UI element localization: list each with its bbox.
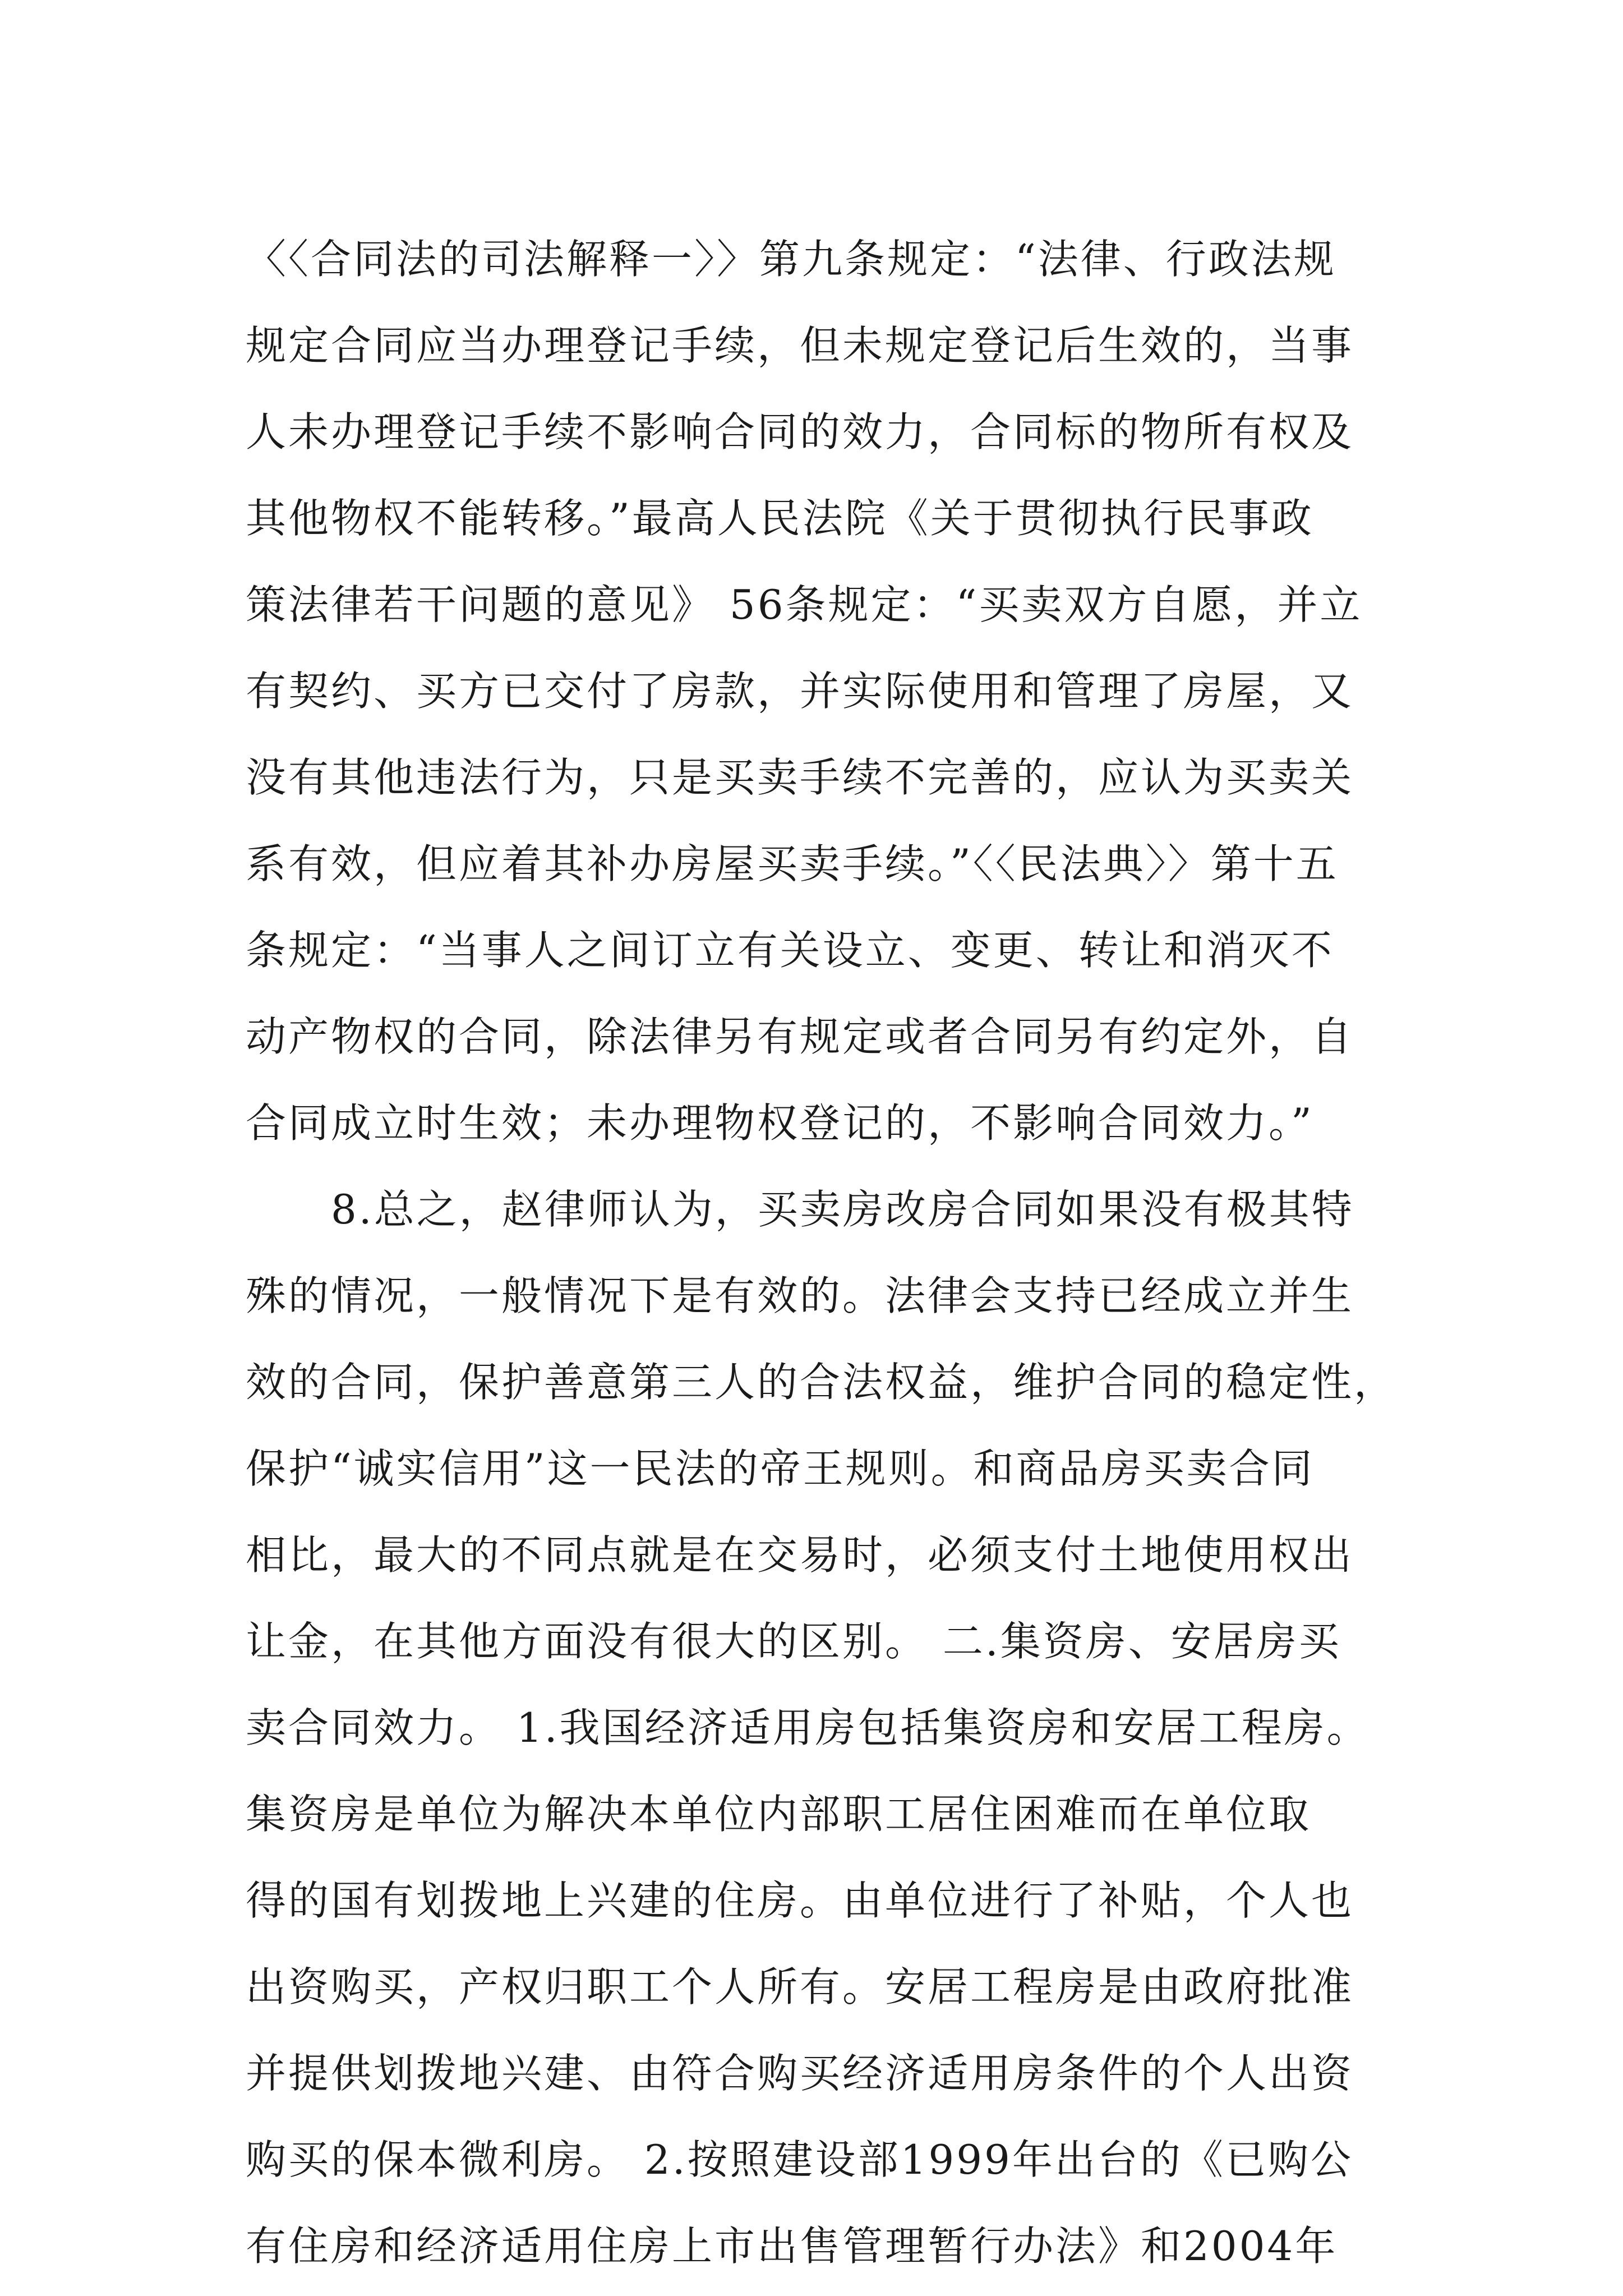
text-line: 〈〈合同法的司法解释一〉〉第九条规定：“法律、行政法规 xyxy=(246,236,1336,283)
text-line: 得的国有划拨地上兴建的住房。由单位进行了补贴，个人也 xyxy=(246,1877,1354,1924)
text-line: 有契约、买方已交付了房款，并实际使用和管理了房屋，又 xyxy=(246,668,1354,715)
paragraph-start-line: 8.总之，赵律师认为，买卖房改房合同如果没有极其特 xyxy=(331,1186,1354,1233)
text-line: 让金，在其他方面没有很大的区别。 二.集资房、安居房买 xyxy=(246,1618,1341,1665)
text-line: 集资房是单位为解决本单位内部职工居住困难而在单位取 xyxy=(246,1791,1312,1838)
text-line: 出资购买，产权归职工个人所有。安居工程房是由政府批准 xyxy=(246,1963,1354,2010)
text-line: 其他物权不能转移。”最高人民法院《关于贯彻执行民事政 xyxy=(246,495,1314,542)
text-line: 有住房和经济适用住房上市出售管理暂行办法》和2004年 xyxy=(246,2223,1338,2270)
text-line: 购买的保本微利房。 2.按照建设部1999年出台的《已购公 xyxy=(246,2136,1353,2183)
text-line: 没有其他违法行为，只是买卖手续不完善的，应认为买卖关 xyxy=(246,754,1354,801)
text-line: 合同成立时生效；未办理物权登记的，不影响合同效力。” xyxy=(246,1099,1314,1147)
text-line: 条规定：“当事人之间订立有关设立、变更、转让和消灭不 xyxy=(246,927,1334,974)
text-line: 保护“诚实信用”这一民法的帝王规则。和商品房买卖合同 xyxy=(246,1445,1315,1492)
text-line: 动产物权的合同，除法律另有规定或者合同另有约定外，自 xyxy=(246,1013,1354,1060)
body-text xyxy=(246,216,1401,2289)
text-line: 卖合同效力。 1.我国经济适用房包括集资房和安居工程房。 xyxy=(246,1704,1370,1751)
text-line: 规定合同应当办理登记手续，但未规定登记后生效的，当事 xyxy=(246,322,1354,369)
text-line: 系有效，但应着其补办房屋买卖手续。”〈〈民法典〉〉第十五 xyxy=(246,840,1339,887)
text-line: 人未办理登记手续不影响合同的效力，合同标的物所有权及 xyxy=(246,408,1354,455)
text-line: 殊的情况，一般情况下是有效的。法律会支持已经成立并生 xyxy=(246,1272,1354,1319)
text-line: 相比，最大的不同点就是在交易时，必须支付土地使用权出 xyxy=(246,1531,1354,1579)
text-line: 并提供划拨地兴建、由符合购买经济适用房条件的个人出资 xyxy=(246,2050,1354,2097)
text-line: 策法律若干问题的意见》 56条规定：“买卖双方自愿，并立 xyxy=(246,581,1363,628)
text-line: 效的合同，保护善意第三人的合法权益，维护合同的稳定性， xyxy=(246,1359,1397,1406)
